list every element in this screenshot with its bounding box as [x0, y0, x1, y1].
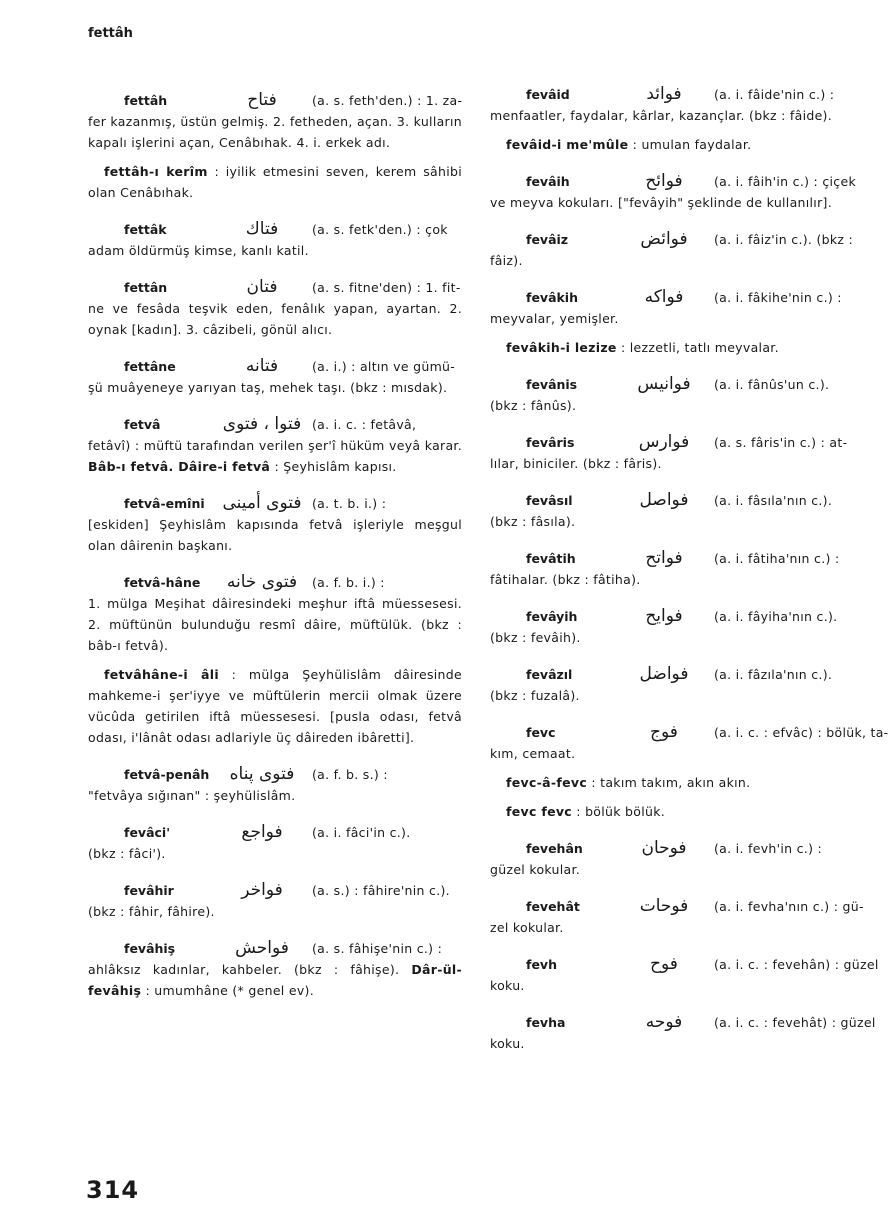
definition — [88, 593, 462, 656]
headword: fevâid — [526, 87, 570, 102]
entry-headline — [490, 1012, 876, 1033]
definition-text: (bkz : fuzalâ). — [490, 688, 580, 703]
definition-text: ahlâksız kadınlar, kahbeler. (bkz : fâhişe). — [88, 962, 400, 977]
entry-gap — [490, 648, 864, 664]
dictionary-entry — [88, 414, 462, 477]
sub-entry — [490, 772, 864, 793]
definition — [490, 917, 864, 938]
headword: fevha — [526, 1015, 566, 1030]
dictionary-entry — [88, 493, 462, 556]
grammar-note: (a. i.) : altın ve gümü- — [312, 359, 456, 374]
dictionary-entry — [490, 548, 864, 590]
arabic-script: فتوى خانه — [226, 572, 298, 592]
entry-gap — [490, 126, 864, 134]
dictionary-entry — [490, 1012, 876, 1054]
definition — [88, 111, 462, 153]
dictionary-entry — [490, 490, 864, 532]
definition — [88, 959, 462, 1001]
entry-headline — [490, 229, 864, 250]
dictionary-entry — [490, 722, 888, 764]
definition-text: adam öldürmüş kimse, kanlı katil. — [88, 243, 309, 258]
arabic-script: فواخر — [241, 880, 283, 900]
definition — [490, 250, 864, 271]
dictionary-entry — [88, 938, 462, 1001]
entry-gap — [88, 748, 462, 764]
arabic-script: فوحه — [645, 1012, 683, 1032]
grammar-note: (a. i. fevha'nın c.) : gü- — [714, 899, 864, 914]
entry-gap — [490, 155, 864, 171]
right-column — [490, 84, 888, 1054]
headword: fevâris — [526, 435, 575, 450]
dictionary-entry — [88, 90, 462, 153]
sub-headword: Bâb-ı fetvâ. Dâire-i fetvâ — [88, 459, 271, 474]
dictionary-entry — [490, 374, 864, 416]
definition-text: kım, cemaat. — [490, 746, 576, 761]
arabic-script: فوارس — [638, 432, 690, 452]
headword: fetvâ-hâne — [124, 575, 201, 590]
arabic-script: فواصل — [639, 490, 689, 510]
headword: fevâzıl — [526, 667, 573, 682]
definition — [88, 843, 462, 864]
headword: fevâih — [526, 174, 570, 189]
definition — [88, 785, 462, 806]
dictionary-entry — [490, 84, 864, 126]
arabic-script: فوائد — [646, 84, 682, 104]
headword: fetvâ-penâh — [124, 767, 210, 782]
dictionary-entry — [88, 277, 462, 340]
entry-gap — [490, 532, 864, 548]
sub-entry — [88, 161, 462, 203]
entry-gap — [490, 996, 864, 1012]
grammar-note: (a. i. c. : fevehân) : güzel — [714, 957, 879, 972]
entry-gap — [88, 261, 462, 277]
entry-headline — [88, 277, 462, 298]
sub-entry — [490, 134, 864, 155]
dictionary-entry — [88, 880, 462, 922]
arabic-script: فوانيس — [637, 374, 691, 394]
headword: fevc — [526, 725, 556, 740]
definition-text: lılar, biniciler. (bkz : fâris). — [490, 456, 662, 471]
entry-headline — [490, 606, 864, 627]
headword: fevehât — [526, 899, 580, 914]
grammar-note: (a. i. c. : fetâvâ, — [312, 417, 417, 432]
grammar-note: (a. i. fânûs'un c.). — [714, 377, 830, 392]
definition-text: fâiz). — [490, 253, 523, 268]
entry-gap — [490, 764, 864, 772]
page-number: 314 — [86, 1176, 140, 1204]
sub-definition: : umulan faydalar. — [632, 137, 752, 152]
left-column — [88, 90, 462, 1001]
entry-gap — [490, 213, 864, 229]
grammar-note: (a. i. c. : efvâc) : bölük, ta- — [714, 725, 888, 740]
sub-definition: : bölük bölük. — [576, 804, 666, 819]
entry-headline — [88, 822, 462, 843]
grammar-note: (a. i. fâkihe'nin c.) : — [714, 290, 842, 305]
definition-text: fer kazanmış, üstün gelmiş. 2. fetheden, açan. 3. kulların kapalı işlerini açan, Cenâbıhak. 4. i. erkek adı. — [88, 114, 462, 150]
entry-gap — [88, 340, 462, 356]
entry-headline — [88, 764, 462, 785]
sub-definition: : takım takım, akın akın. — [591, 775, 751, 790]
arabic-script: فواكه — [644, 287, 684, 307]
sub-headword: fevâid-i me'mûle — [506, 137, 629, 152]
entry-headline — [490, 432, 864, 453]
headword: fevâyih — [526, 609, 578, 624]
entry-gap — [490, 358, 864, 374]
definition-text: "fetvâya sığınan" : şeyhülislâm. — [88, 788, 296, 803]
definition — [88, 435, 462, 477]
sub-entry — [490, 337, 864, 358]
headword: fettân — [124, 280, 168, 295]
arabic-script: فواجع — [241, 822, 283, 842]
dictionary-entry — [490, 432, 864, 474]
arabic-script: فواضل — [639, 664, 689, 684]
arabic-script: فوح — [650, 954, 678, 974]
entry-gap — [490, 271, 864, 287]
definition-text: meyvalar, yemişler. — [490, 311, 619, 326]
grammar-note: (a. i. fâci'in c.). — [312, 825, 411, 840]
headword: fettâne — [124, 359, 176, 374]
sub-headword: fetvâhâne-i âli — [104, 667, 219, 682]
definition — [88, 514, 462, 556]
dictionary-entry — [88, 356, 462, 398]
grammar-note: (a. s. fâris'in c.) : at- — [714, 435, 848, 450]
dictionary-entry — [490, 287, 864, 329]
entry-headline — [88, 572, 462, 593]
sub-headword: fevâkih-i lezize — [506, 340, 617, 355]
entry-gap — [490, 706, 864, 722]
dictionary-entry — [490, 838, 864, 880]
grammar-note: (a. s. fetk'den.) : çok — [312, 222, 448, 237]
arabic-script: فتاك — [245, 219, 279, 239]
definition — [490, 395, 864, 416]
grammar-note: (a. s. fitne'den) : 1. fit- — [312, 280, 461, 295]
entry-gap — [88, 203, 462, 219]
entry-gap — [490, 329, 864, 337]
headword: fevh — [526, 957, 557, 972]
definition-text: [eskiden] Şeyhislâm kapısında fetvâ işleriyle meşgul olan dâirenin başkanı. — [88, 517, 462, 553]
dictionary-entry — [88, 764, 462, 806]
grammar-note: (a. t. b. i.) : — [312, 496, 387, 511]
definition — [490, 685, 864, 706]
definition — [490, 627, 864, 648]
arabic-script: فواحش — [235, 938, 289, 958]
arabic-script: فتوى پناه — [229, 764, 295, 784]
definition-text: (bkz : fâsıla). — [490, 514, 576, 529]
entry-headline — [490, 171, 864, 192]
entry-headline — [88, 90, 462, 111]
entry-headline — [88, 219, 462, 240]
headword: fevâkih — [526, 290, 578, 305]
dictionary-entry — [490, 954, 879, 996]
entry-headline — [88, 938, 462, 959]
headword: fevâhiş — [124, 941, 176, 956]
definition — [88, 240, 462, 261]
grammar-note: (a. f. b. s.) : — [312, 767, 388, 782]
definition — [490, 569, 864, 590]
entry-headline — [490, 722, 888, 743]
dictionary-entry — [490, 171, 864, 213]
headword: fettâk — [124, 222, 167, 237]
arabic-script: فتاح — [247, 90, 277, 110]
running-head: fettâh — [88, 26, 133, 41]
grammar-note: (a. i. fevh'in c.) : — [714, 841, 823, 856]
definition — [490, 859, 864, 880]
definition-text: fâtihalar. (bkz : fâtiha). — [490, 572, 641, 587]
definition — [490, 975, 864, 996]
entry-gap — [88, 922, 462, 938]
entry-gap — [88, 477, 462, 493]
headword: fevâci' — [124, 825, 171, 840]
grammar-note: (a. i. fâzıla'nın c.). — [714, 667, 833, 682]
definition — [490, 192, 864, 213]
grammar-note: (a. i. fâtiha'nın c.) : — [714, 551, 840, 566]
headword: fevâiz — [526, 232, 569, 247]
entry-headline — [490, 548, 864, 569]
definition-tail: : umumhâne (* genel ev). — [145, 983, 314, 998]
grammar-note: (a. s. feth'den.) : 1. za- — [312, 93, 463, 108]
entry-gap — [490, 474, 864, 490]
sub-headword: Dâr-ül-fevâhiş — [88, 962, 462, 998]
entry-headline — [490, 954, 879, 975]
headword: fevehân — [526, 841, 583, 856]
sub-entry — [490, 801, 864, 822]
definition-text: şü muâyeneye yarıyan taş, mehek taşı. (bkz : mısdak). — [88, 380, 448, 395]
definition-text: koku. — [490, 978, 525, 993]
definition — [490, 743, 864, 764]
entry-headline — [490, 84, 864, 105]
headword: fetvâ-emîni — [124, 496, 205, 511]
entry-headline — [490, 664, 864, 685]
definition — [490, 511, 864, 532]
entry-gap — [490, 590, 864, 606]
arabic-script: فوايح — [645, 606, 683, 626]
grammar-note: (a. i. fâiz'in c.). (bkz : — [714, 232, 854, 247]
headword: fettâh — [124, 93, 168, 108]
definition-text: (bkz : fâci'). — [88, 846, 166, 861]
headword: fetvâ — [124, 417, 161, 432]
sub-headword: fettâh-ı kerîm — [104, 164, 208, 179]
entry-gap — [490, 416, 864, 432]
entry-headline — [88, 356, 462, 377]
grammar-note: (a. s. fâhişe'nin c.) : — [312, 941, 443, 956]
definition-text: güzel kokular. — [490, 862, 581, 877]
entry-gap — [490, 938, 864, 954]
grammar-note: (a. i. fâsıla'nın c.). — [714, 493, 833, 508]
headword: fevâtih — [526, 551, 576, 566]
entry-headline — [490, 374, 864, 395]
entry-gap — [88, 656, 462, 664]
definition-text: (bkz : fâhir, fâhire). — [88, 904, 215, 919]
arabic-script: فوحات — [639, 896, 689, 916]
arabic-script: فتان — [246, 277, 278, 297]
definition — [88, 377, 462, 398]
entry-headline — [490, 490, 864, 511]
dictionary-entry — [490, 606, 864, 648]
arabic-script: فوحان — [641, 838, 687, 858]
entry-gap — [490, 822, 864, 838]
definition-tail: : Şeyhislâm kapısı. — [274, 459, 397, 474]
definition-text: (bkz : fevâih). — [490, 630, 581, 645]
definition-text: (bkz : fânûs). — [490, 398, 577, 413]
headword: fevâhir — [124, 883, 174, 898]
definition — [88, 298, 462, 340]
arabic-script: فتوا ، فتوى — [222, 414, 302, 434]
sub-definition: : mülga Şeyhülislâm dâiresinde mahkeme-i şer'iyye ve müftülerin mercii olmak üzere vücûda getirilen iftâ müessesesi. [pusla odası, fetvâ odası, i'lânât odası adlariyle üç dâireden ibâretti]. — [88, 667, 462, 745]
arabic-script: فوائض — [640, 229, 688, 249]
entry-headline — [88, 493, 462, 514]
entry-headline — [88, 414, 462, 435]
grammar-note: (a. f. b. i.) : — [312, 575, 385, 590]
definition-text: fetâvî) : müftü tarafından verilen şer'î hüküm veyâ karar. — [88, 438, 462, 453]
definition-text: zel kokular. — [490, 920, 564, 935]
entry-gap — [88, 864, 462, 880]
definition — [490, 453, 864, 474]
dictionary-entry — [490, 664, 864, 706]
grammar-note: (a. i. fâih'in c.) : çiçek — [714, 174, 856, 189]
headword: fevâsıl — [526, 493, 573, 508]
arabic-script: فوائح — [645, 171, 683, 191]
dictionary-entry — [490, 229, 864, 271]
entry-gap — [88, 806, 462, 822]
entry-headline — [490, 838, 864, 859]
arabic-script: فتانه — [245, 356, 279, 376]
grammar-note: (a. i. c. : fevehât) : güzel — [714, 1015, 876, 1030]
sub-headword: fevc fevc — [506, 804, 572, 819]
dictionary-entry — [88, 572, 462, 656]
headword: fevânis — [526, 377, 578, 392]
definition — [490, 308, 864, 329]
sub-definition: : iyilik etmesini seven, kerem sâhibi olan Cenâbıhak. — [88, 164, 463, 200]
sub-definition: : lezzetli, tatlı meyvalar. — [620, 340, 779, 355]
definition — [490, 105, 864, 126]
entry-gap — [490, 880, 864, 896]
arabic-script: فوج — [650, 722, 678, 742]
entry-headline — [88, 880, 462, 901]
grammar-note: (a. i. fâide'nin c.) : — [714, 87, 835, 102]
entry-gap — [88, 153, 462, 161]
sub-entry — [88, 664, 462, 748]
grammar-note: (a. i. fâyiha'nın c.). — [714, 609, 838, 624]
sub-headword: fevc-â-fevc — [506, 775, 588, 790]
definition — [88, 901, 462, 922]
definition-text: koku. — [490, 1036, 525, 1051]
dictionary-entry — [490, 896, 864, 938]
entry-gap — [88, 556, 462, 572]
definition — [490, 1033, 864, 1054]
entry-gap — [88, 398, 462, 414]
arabic-script: فتوى أمينى — [222, 493, 302, 513]
dictionary-entry — [88, 822, 462, 864]
entry-headline — [490, 896, 864, 917]
arabic-script: فواتح — [645, 548, 683, 568]
definition-text: ve meyva kokuları. ["fevâyih" şeklinde de kullanılır]. — [490, 195, 832, 210]
entry-headline — [490, 287, 864, 308]
definition-text: 1. mülga Meşihat dâiresindeki meşhur iftâ müessesesi. 2. müftünün bulunduğu resmî dâire, müftülük. (bkz : bâb-ı fetvâ). — [88, 596, 462, 653]
dictionary-entry — [88, 219, 462, 261]
grammar-note: (a. s.) : fâhire'nin c.). — [312, 883, 450, 898]
definition-text: ne ve fesâda teşvik eden, fenâlık yapan, ayartan. 2. oynak [kadın]. 3. câzibeli, gönül alıcı. — [88, 301, 462, 337]
entry-gap — [490, 793, 864, 801]
definition-text: menfaatler, faydalar, kârlar, kazançlar. (bkz : fâide). — [490, 108, 833, 123]
